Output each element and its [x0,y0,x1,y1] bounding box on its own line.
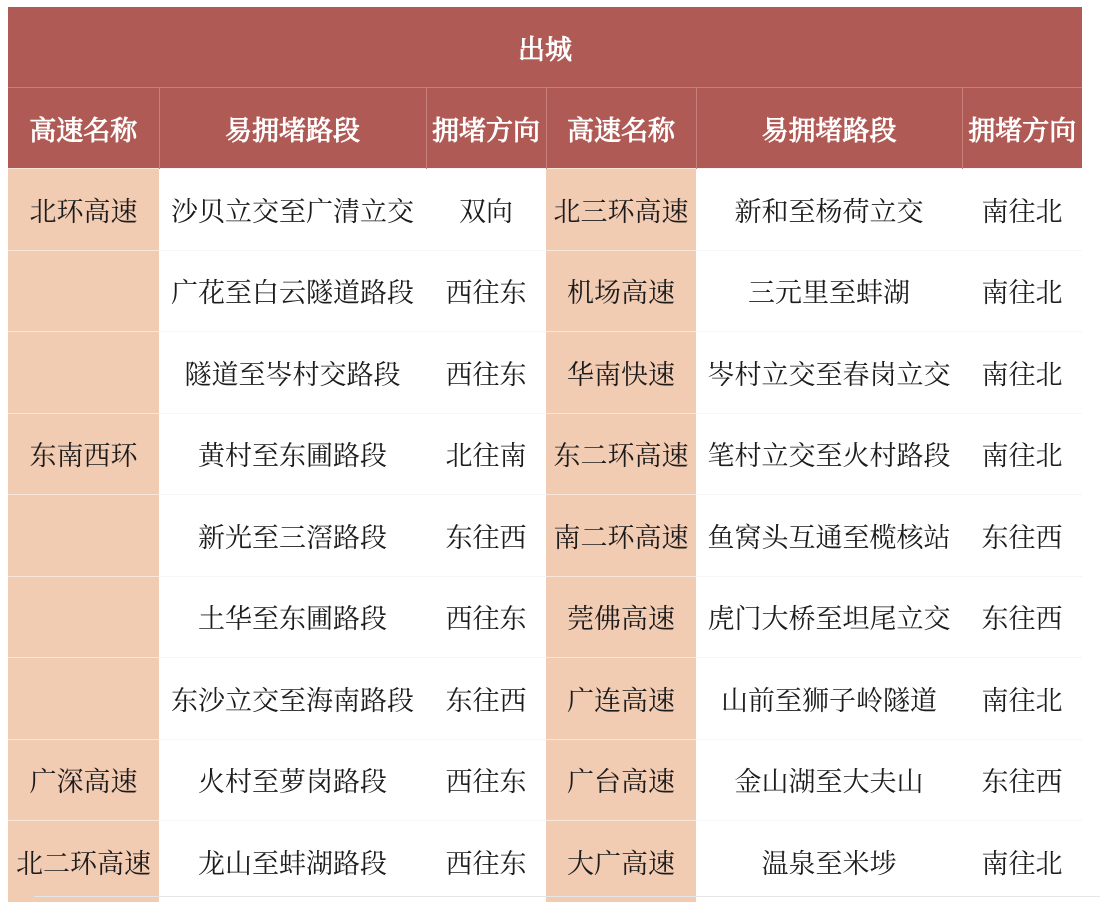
cell-highway-name-left: 广深高速 [8,739,159,821]
cell-highway-name-right: 莞佛高速 [546,576,696,658]
cell-highway-name-right: 北三环高速 [546,169,696,251]
cell-direction-left: 西往东 [426,821,546,902]
cell-congested-section-left: 东沙立交至海南路段 [159,658,426,740]
cell-congested-section-right: 新和至杨荷立交 [696,169,962,251]
cell-direction-left: 西往东 [426,739,546,821]
cell-highway-name-left: 东南西环 [8,413,159,495]
cell-direction-right: 南往北 [962,332,1082,414]
cell-congested-section-left: 火村至萝岗路段 [159,739,426,821]
cell-highway-name-right: 广台高速 [546,739,696,821]
cell-congested-section-left: 隧道至岑村交路段 [159,332,426,414]
cell-congested-section-right: 山前至狮子岭隧道 [696,658,962,740]
table-row [8,413,1082,495]
table-row [8,250,1082,332]
table-row [8,658,1082,740]
cell-congested-section-left: 沙贝立交至广清立交 [159,169,426,251]
cell-congested-section-left: 土华至东圃路段 [159,576,426,658]
cell-congested-section-right: 金山湖至大夫山 [696,739,962,821]
cell-highway-name-right: 大广高速 [546,821,696,902]
header-congested-section-right: 易拥堵路段 [696,88,962,169]
cell-direction-right: 东往西 [962,576,1082,658]
cell-highway-name-left [8,495,159,577]
congestion-table [8,7,1082,902]
table-title: 出城 [8,7,1082,88]
table-row [8,576,1082,658]
cell-direction-right: 南往北 [962,821,1082,902]
cell-direction-left: 双向 [426,169,546,251]
table-header-row [8,88,1082,169]
divider [34,896,1100,897]
cell-highway-name-left [8,250,159,332]
cell-congested-section-left: 广花至白云隧道路段 [159,250,426,332]
cell-direction-right: 南往北 [962,413,1082,495]
cell-congested-section-left: 黄村至东圃路段 [159,413,426,495]
cell-highway-name-right: 南二环高速 [546,495,696,577]
table-row [8,739,1082,821]
cell-direction-right: 南往北 [962,658,1082,740]
cell-congested-section-right: 温泉至米埗 [696,821,962,902]
header-highway-name-left: 高速名称 [8,88,159,169]
header-congested-section-left: 易拥堵路段 [159,88,426,169]
header-congestion-direction-left: 拥堵方向 [426,88,546,169]
header-congestion-direction-right: 拥堵方向 [962,88,1082,169]
cell-direction-right: 南往北 [962,169,1082,251]
cell-direction-right: 东往西 [962,495,1082,577]
table-row [8,821,1082,902]
cell-congested-section-right: 鱼窝头互通至榄核站 [696,495,962,577]
cell-congested-section-left: 龙山至蚌湖路段 [159,821,426,902]
cell-direction-left: 西往东 [426,576,546,658]
cell-direction-left: 西往东 [426,332,546,414]
cell-highway-name-right: 华南快速 [546,332,696,414]
cell-congested-section-right: 岑村立交至春岗立交 [696,332,962,414]
cell-direction-left: 东往西 [426,495,546,577]
cell-highway-name-left: 北环高速 [8,169,159,251]
cell-highway-name-left: 北二环高速 [8,821,159,902]
table-row [8,332,1082,414]
cell-congested-section-right: 三元里至蚌湖 [696,250,962,332]
cell-congested-section-right: 笔村立交至火村路段 [696,413,962,495]
table-title-row [8,7,1082,88]
cell-direction-right: 南往北 [962,250,1082,332]
cell-direction-left: 西往东 [426,250,546,332]
table-row [8,495,1082,577]
table-row [8,169,1082,251]
cell-highway-name-left [8,658,159,740]
cell-highway-name-right: 东二环高速 [546,413,696,495]
cell-highway-name-left [8,332,159,414]
cell-direction-right: 东往西 [962,739,1082,821]
cell-highway-name-right: 机场高速 [546,250,696,332]
cell-direction-left: 北往南 [426,413,546,495]
cell-congested-section-right: 虎门大桥至坦尾立交 [696,576,962,658]
congestion-table-container [8,7,1082,902]
cell-highway-name-right: 广连高速 [546,658,696,740]
header-highway-name-right: 高速名称 [546,88,696,169]
table-body [8,169,1082,902]
cell-direction-left: 东往西 [426,658,546,740]
cell-highway-name-left [8,576,159,658]
cell-congested-section-left: 新光至三滘路段 [159,495,426,577]
